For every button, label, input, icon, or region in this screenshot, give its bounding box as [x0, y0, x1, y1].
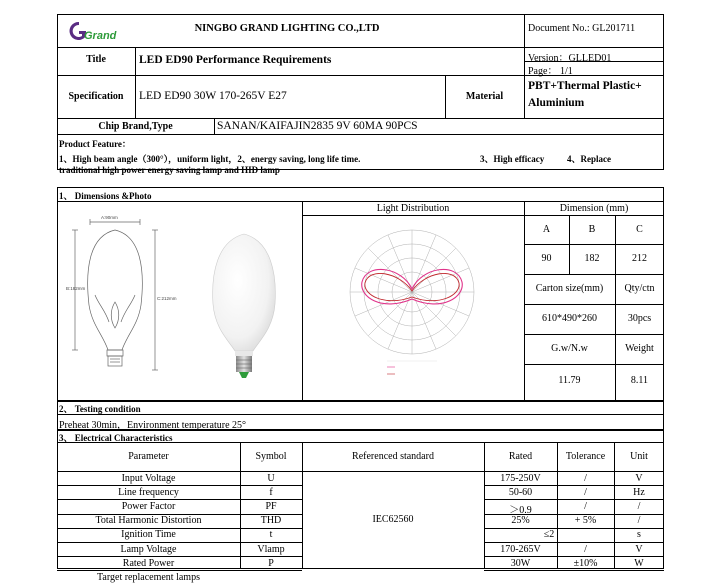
row-rated: ≤2 [543, 529, 555, 541]
row-symbol: THD [260, 515, 282, 527]
row-unit: W [634, 557, 644, 569]
row-rated: 30W [510, 557, 531, 569]
dimension-drawing [65, 210, 185, 375]
row-symbol: PF [265, 500, 277, 512]
row-symbol: f [269, 486, 273, 498]
row-symbol: t [269, 529, 273, 541]
row-tolerance: / [584, 472, 587, 484]
row-parameter: Input Voltage [121, 472, 176, 484]
dim-label-c: C [636, 224, 643, 235]
row-rated: ＞0.9 [509, 504, 532, 516]
title-value: LED ED90 Performance Requirements [139, 54, 332, 66]
row-tolerance: ±10% [573, 557, 598, 569]
chip-label: Chip Brand,Type [98, 121, 173, 132]
drawing-label-a: A:90mm [101, 215, 118, 220]
gnw-value: 11.79 [558, 375, 581, 386]
dimension-title: Dimension (mm) [559, 203, 629, 214]
row-symbol: Vlamp [257, 543, 285, 555]
company-logo [65, 18, 123, 44]
page-number: Page： 1/1 [528, 66, 573, 77]
section2-heading: 2、 Testing condition [59, 404, 141, 414]
light-distribution-title: Light Distribution [376, 203, 450, 214]
row-parameter: Lamp Voltage [120, 543, 177, 555]
col-parameter: Parameter [128, 451, 169, 462]
carton-label: Carton size(mm) [535, 283, 604, 294]
spec-sheet [57, 14, 664, 583]
row-rated: 50-60 [508, 486, 533, 498]
row-parameter: Ignition Time [121, 529, 176, 541]
dim-label-b: B [588, 224, 596, 235]
material-value-2: Aluminium [528, 97, 585, 109]
spec-value: LED ED90 30W 170-265V E27 [139, 90, 287, 102]
row-tolerance: / [584, 500, 587, 512]
row-tolerance: / [584, 543, 587, 555]
company-name: NINGBO GRAND LIGHTING CO.,LTD [194, 23, 380, 34]
referenced-standard-value: IEC62560 [372, 514, 414, 525]
bulb-photo [199, 229, 289, 384]
row-symbol: P [268, 557, 274, 569]
weight-label: Weight [625, 343, 654, 354]
row-unit: / [637, 500, 641, 512]
weight-value: 8.11 [630, 375, 649, 386]
row-parameter: Total Harmonic Distortion [95, 515, 202, 527]
feature-line2: traditional high power energy saving lamp and HID lamp [59, 165, 280, 175]
row-rated: 25% [511, 515, 530, 527]
row-parameter: Power Factor [121, 500, 176, 512]
logo-text: Grand [84, 30, 117, 42]
dim-value-b: 182 [584, 253, 600, 264]
drawing-label-c: C:212mm [157, 296, 177, 301]
feature-heading: Product Feature： [59, 139, 131, 149]
section3-heading: 3、 Electrical Characteristics [59, 433, 173, 443]
feature-line1-b: 3、High efficacy [480, 154, 545, 164]
col-symbol: Symbol [255, 451, 287, 462]
version: Version：GLLED01 [528, 53, 612, 64]
row-unit: / [637, 515, 641, 527]
drawing-label-b: B:182mm [66, 286, 86, 291]
row-unit: s [637, 529, 641, 541]
row-tolerance: / [584, 486, 587, 498]
qty-label: Qty/ctn [624, 283, 655, 294]
feature-line1-a: 1、High beam angle（300°），uniform light，2、energy saving, long life time. [59, 154, 361, 164]
dim-label-a: A [542, 224, 551, 235]
row-tolerance: + 5% [574, 515, 597, 527]
chip-value: SANAN/KAIFAJIN2835 9V 60MA 90PCS [217, 120, 418, 132]
row-rated: 170-265V [500, 543, 541, 555]
row-unit: Hz [633, 486, 645, 498]
gnw-label: G.w/N.w [551, 343, 588, 354]
col-unit: Unit [630, 451, 648, 462]
title-label: Title [86, 54, 106, 65]
col-standard: Referenced standard [352, 451, 434, 462]
col-rated: Rated [508, 451, 533, 462]
document-number: Document No.: GL201711 [528, 23, 636, 34]
row-parameter: Line frequency [118, 486, 179, 498]
qty-value: 30pcs [627, 313, 652, 324]
section1-heading: 1、 Dimensions &Photo [59, 191, 152, 201]
dim-value-c: 212 [632, 253, 647, 264]
dim-value-a: 90 [541, 253, 552, 264]
row-unit: V [635, 543, 643, 555]
material-value-1: PBT+Thermal Plastic+ [528, 80, 642, 92]
section2-text: Preheat 30min，Environment temperature 25° [59, 420, 247, 431]
light-distribution-chart [347, 217, 477, 397]
col-tolerance: Tolerance [565, 451, 606, 462]
row-rated: 175-250V [500, 472, 541, 484]
feature-line1-c: 4、Replace [567, 154, 611, 164]
row-unit: V [635, 472, 643, 484]
carton-value: 610*490*260 [542, 313, 597, 324]
spec-label: Specification [68, 91, 124, 102]
row-symbol: U [267, 472, 275, 484]
row-parameter: Target replacement lamps [97, 571, 200, 583]
material-label: Material [465, 91, 504, 102]
row-parameter: Rated Power [122, 557, 175, 569]
